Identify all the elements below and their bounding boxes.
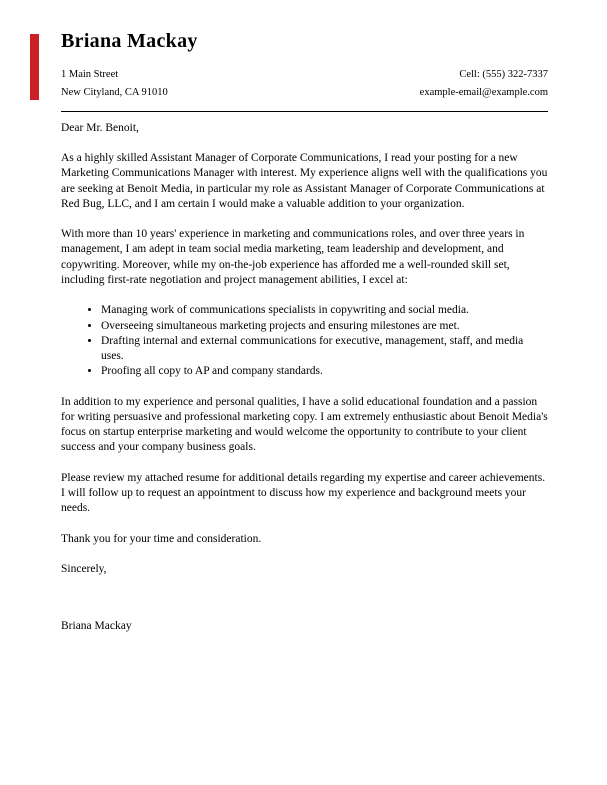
bullet-item: • Proofing all copy to AP and company standards. — [101, 364, 548, 379]
letter-content — [61, 30, 548, 634]
paragraph-education: In addition to my experience and personal qualities, I have a solid educational foundation and a passion for writing persuasive and professional marketing copy. I am extremely enthusiastic about Benoit Media's focus on startup enterprise marketing and would welcome the opportunity to contribute to your client success and your company business goals. — [61, 395, 548, 454]
red-accent-bar — [30, 34, 39, 100]
letter-body — [61, 121, 548, 635]
valediction: Sincerely, — [61, 562, 107, 575]
email-address: example-email@example.com — [419, 86, 548, 98]
paragraph-intro: As a highly skilled Assistant Manager of Corporate Communications, I read your posting for a new Marketing Communications Manager with interest. My experience aligns well with the qualifications you are seeking at Benoit Media, in particular my role as Assistant Manager of Corporate Communications at Red Bug, LLC, and I am certain I would make a valuable addition to your organization. — [61, 151, 548, 210]
contact-address — [61, 66, 168, 102]
bullet-item: • Managing work of communications specialists in copywriting and social media. — [101, 303, 548, 318]
bullet-item: • Drafting internal and external communications for executive, management, staff, and media uses. — [101, 334, 548, 365]
bullet-item: • Overseeing simultaneous marketing projects and ensuring milestones are met. — [101, 319, 548, 334]
sender-name: Briana Mackay — [61, 30, 198, 52]
paragraph-experience: With more than 10 years' experience in marketing and communications roles, and over three years in management, I am adept in team social media marketing, team leadership and development, and copywriting. Moreover, while my on-the-job experience has afforded me a well-rounded skill set, including first-rate negotiation and project management abilities, I excel at: — [61, 228, 525, 286]
header-divider — [61, 111, 548, 112]
contact-block — [61, 66, 548, 102]
address-line-2: New Cityland, CA 91010 — [61, 86, 168, 98]
cell-phone: Cell: (555) 322-7337 — [459, 69, 548, 80]
contact-phone-email — [420, 66, 548, 102]
salutation: Dear Mr. Benoit, — [61, 121, 139, 134]
address-line-1: 1 Main Street — [61, 69, 119, 80]
skills-bullet-list — [61, 303, 548, 379]
paragraph-resume: Please review my attached resume for additional details regarding my expertise and career achievements. I will follow up to request an appointment to discuss how my experience and background meets your needs. — [61, 471, 546, 515]
paragraph-thanks: Thank you for your time and consideration. — [61, 532, 262, 545]
signature-name: Briana Mackay — [61, 620, 132, 633]
